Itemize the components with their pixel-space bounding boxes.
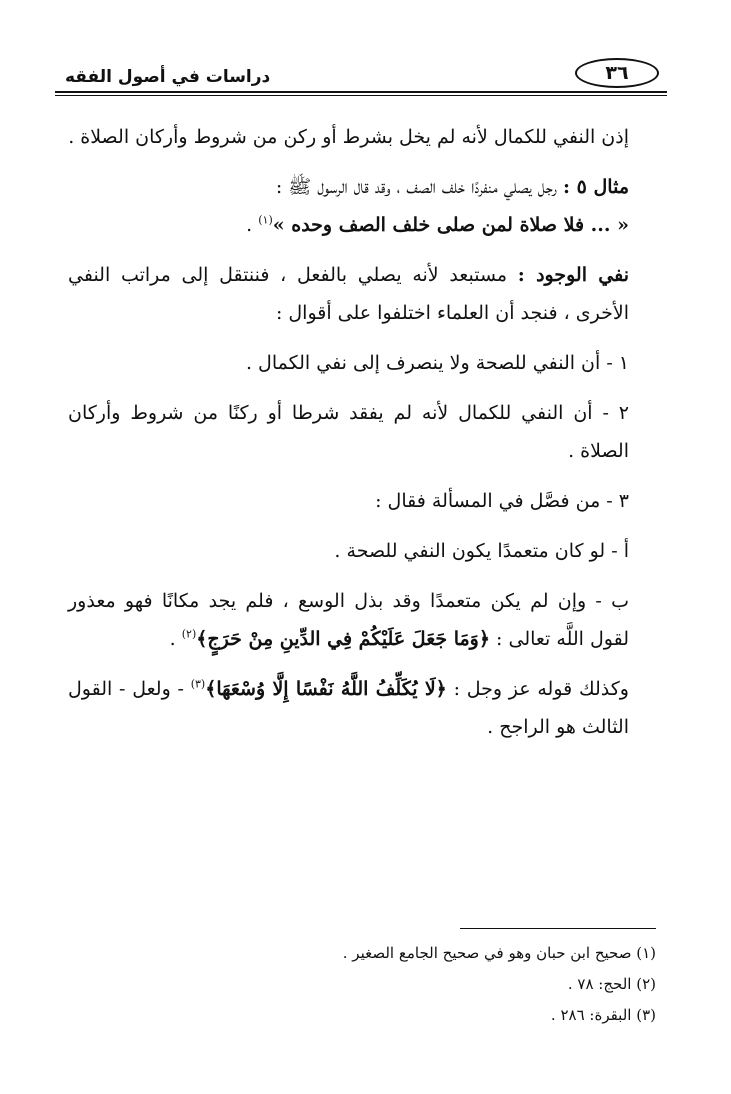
list-item-1: ١ - أن النفي للصحة ولا ينصرف إلى نفي الكمال . <box>245 352 629 374</box>
footnote-3: (٣) البقرة: ٢٨٦ . <box>550 1006 656 1024</box>
paragraph-conclusion: إذن النفي للكمال لأنه لم يخل بشرط أو ركن من شروط وأركان الصلاة . <box>68 126 629 148</box>
paragraph-negation-existence: نفي الوجود : مستبعد لأنه يصلي بالفعل ، فننتقل إلى مراتب النفي الأخرى ، فنجد أن العلماء اختلفوا على أقوال : <box>68 264 629 324</box>
list-item-3: ٣ - من فصَّل في المسألة فقال : <box>375 490 629 512</box>
header-rule <box>55 91 667 93</box>
paragraph-example-5: مثال ٥ : رجل يصلي منفردًا خلف الصف ، وقد قال الرسول ﷺ : « ... فلا صلاة لمن صلى خلف الصف وحده »$^{(١)}$ . <box>246 176 629 236</box>
hadith-quote: « ... فلا صلاة لمن صلى خلف الصف وحده » <box>272 214 629 236</box>
page-number: ٣٦ <box>575 58 659 88</box>
page-header <box>55 55 667 99</box>
main-text <box>68 118 665 758</box>
footnote-ref-3: (٣) <box>190 677 206 691</box>
quran-verse-baqarah: ﴿لَا يُكَلِّفُ اللَّهُ نَفْسًا إِلَّا وُسْعَهَا﴾ <box>205 678 447 700</box>
header-rule-thin <box>55 95 667 96</box>
list-item-a: أ - لو كان متعمدًا يكون النفي للصحة . <box>334 540 629 562</box>
footnote-separator <box>460 928 656 929</box>
footnotes <box>200 938 656 1031</box>
running-title: دراسات في أصول الفقه <box>65 67 271 87</box>
list-item-b: ب - وإن لم يكن متعمدًا وقد بذل الوسع ، فلم يجد مكانًا فهو معذور لقول اللَّه تعالى : ﴿وَمَا جَعَلَ عَلَيْكُمْ فِي الدِّينِ مِنْ حَرَجٍ﴾$^{(٢)}$ . <box>68 590 629 650</box>
footnote-ref-2: (٢) <box>181 627 197 641</box>
example-label: مثال ٥ : <box>563 176 629 198</box>
paragraph-conclusion-final: وكذلك قوله عز وجل : ﴿لَا يُكَلِّفُ اللَّهُ نَفْسًا إِلَّا وُسْعَهَا﴾$^{(٣)}$ - ولعل - القول الثالث هو الراجح . <box>68 677 629 738</box>
negation-label: نفي الوجود : <box>517 264 629 286</box>
footnote-2: (٢) الحج: ٧٨ . <box>567 975 656 993</box>
quran-verse-hajj: ﴿وَمَا جَعَلَ عَلَيْكُمْ فِي الدِّينِ مِنْ حَرَجٍ﴾ <box>196 628 490 650</box>
list-item-2: ٢ - أن النفي للكمال لأنه لم يفقد شرطا أو ركنًا من شروط وأركان الصلاة . <box>68 402 629 462</box>
footnote-1: (١) صحيح ابن حبان وهو في صحيح الجامع الصغير . <box>342 944 656 962</box>
footnote-ref-1: (١) <box>258 213 273 227</box>
